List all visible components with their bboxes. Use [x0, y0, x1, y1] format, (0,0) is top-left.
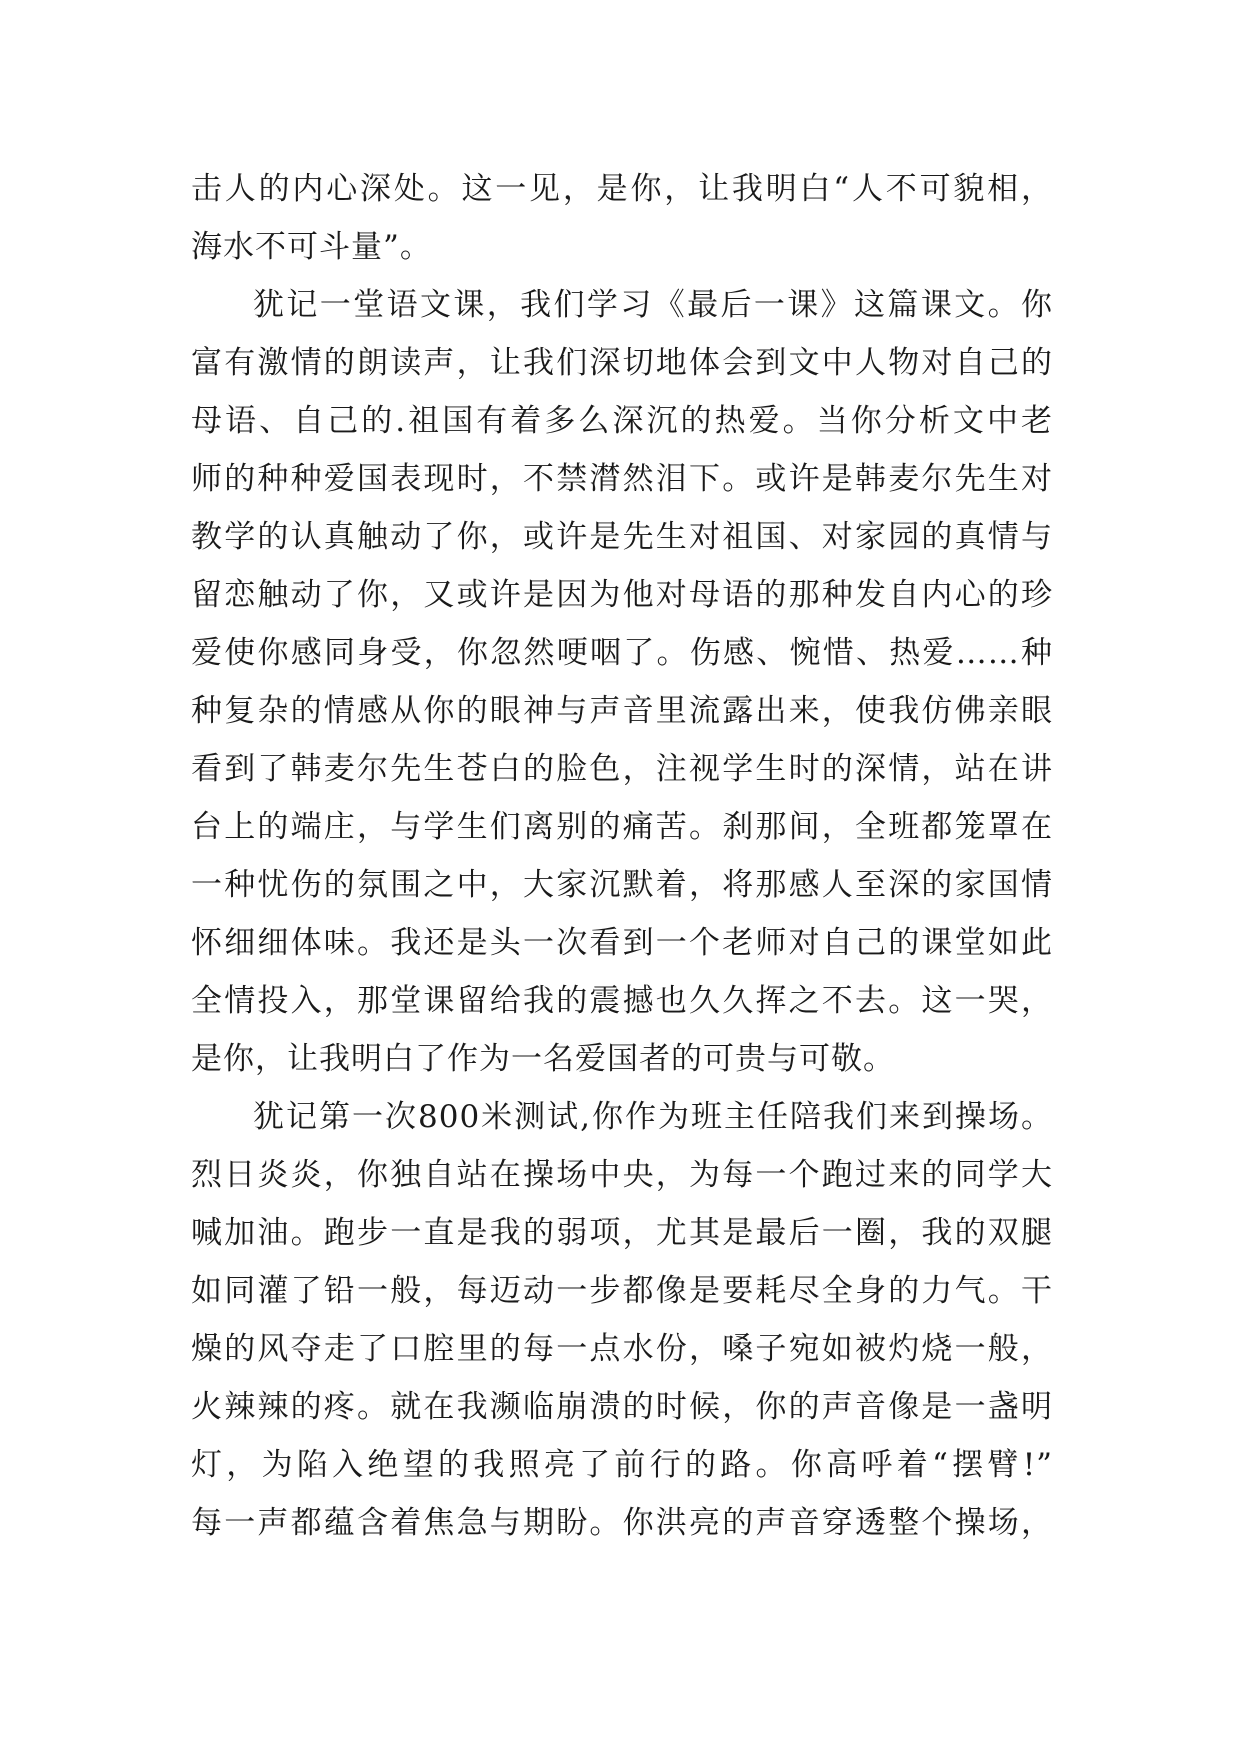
essay-body [191, 160, 1053, 1552]
text-line-6: 师的种种爱国表现时，不禁潸然泪下。或许是韩麦尔先生对 [191, 461, 1053, 497]
text-line-7: 教学的认真触动了你，或许是先生对祖国、对家园的真情与 [191, 519, 1053, 555]
text-line-16: 是你，让我明白了作为一名爱国者的可贵与可敬。 [191, 1041, 895, 1077]
text-line-10: 种复杂的情感从你的眼神与声音里流露出来，使我仿佛亲眼 [191, 693, 1053, 729]
text-line-1: 击人的内心深处。这一见，是你，让我明白“人不可貌相， [191, 171, 1053, 207]
text-line-18: 烈日炎炎，你独自站在操场中央，为每一个跑过来的同学大 [191, 1157, 1053, 1193]
text-line-4: 富有激情的朗读声，让我们深切地体会到文中人物对自己的 [191, 345, 1053, 381]
paragraph-start-line: 犹记第一次800米测试,你作为班主任陪我们来到操场。 [253, 1099, 1053, 1135]
text-line-5: 母语、自己的.祖国有着多么深沉的热爱。当你分析文中老 [191, 403, 1053, 439]
text-line-20: 如同灌了铅一般，每迈动一步都像是要耗尽全身的力气。干 [191, 1273, 1053, 1309]
text-line-23: 灯，为陷入绝望的我照亮了前行的路。你高呼着“摆臂!” [191, 1447, 1053, 1483]
text-line-11: 看到了韩麦尔先生苍白的脸色，注视学生时的深情，站在讲 [191, 751, 1053, 787]
paragraph-start-line: 犹记一堂语文课，我们学习《最后一课》这篇课文。你 [253, 287, 1053, 323]
text-line-22: 火辣辣的疼。就在我濒临崩溃的时候，你的声音像是一盏明 [191, 1389, 1053, 1425]
text-line-19: 喊加油。跑步一直是我的弱项，尤其是最后一圈，我的双腿 [191, 1215, 1053, 1251]
text-line-14: 怀细细体味。我还是头一次看到一个老师对自己的课堂如此 [191, 925, 1053, 961]
text-line-24: 每一声都蕴含着焦急与期盼。你洪亮的声音穿透整个操场， [191, 1505, 1053, 1541]
text-line-8: 留恋触动了你，又或许是因为他对母语的那种发自内心的珍 [191, 577, 1053, 613]
text-line-13: 一种忧伤的氛围之中，大家沉默着，将那感人至深的家国情 [191, 867, 1053, 903]
text-line-2: 海水不可斗量”。 [191, 229, 432, 265]
text-line-9: 爱使你感同身受，你忽然哽咽了。伤感、惋惜、热爱……种 [191, 635, 1053, 671]
text-line-15: 全情投入，那堂课留给我的震撼也久久挥之不去。这一哭， [191, 983, 1053, 1019]
text-line-12: 台上的端庄，与学生们离别的痛苦。刹那间，全班都笼罩在 [191, 809, 1053, 845]
text-line-21: 燥的风夺走了口腔里的每一点水份，嗓子宛如被灼烧一般， [191, 1331, 1053, 1367]
